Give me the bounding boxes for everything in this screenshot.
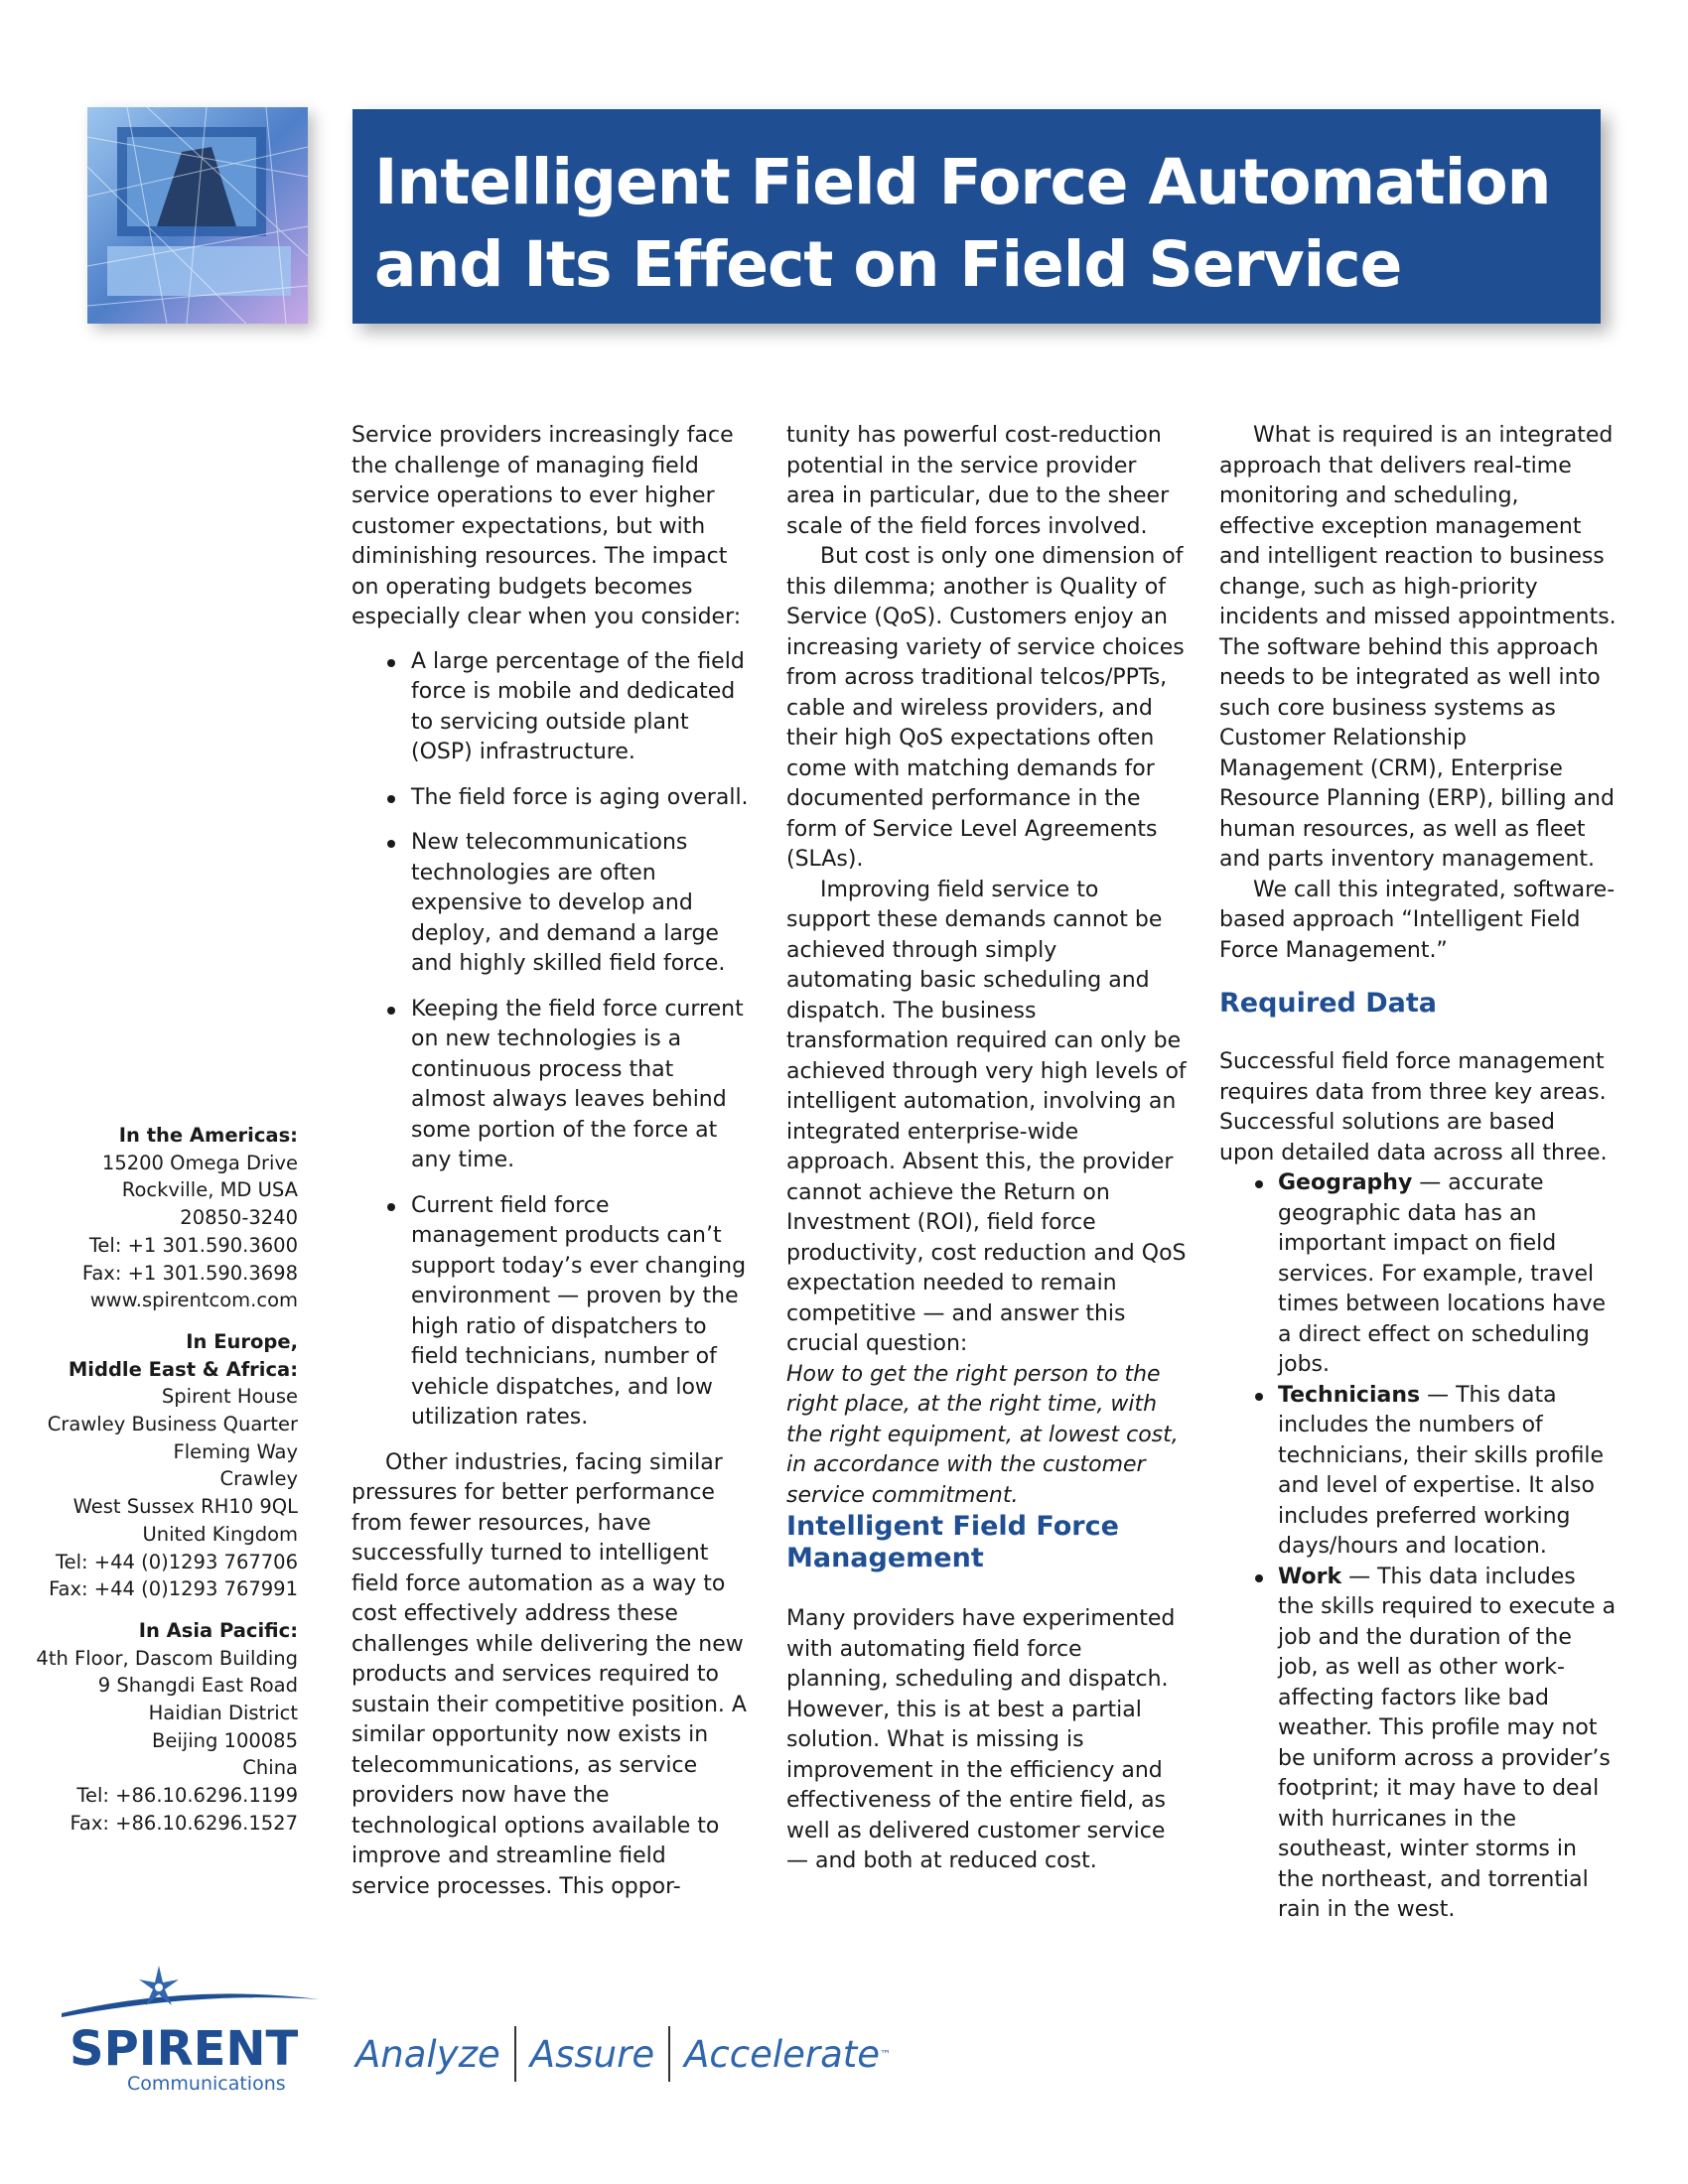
list-item (1219, 1381, 1617, 1563)
body-paragraph: tunity has powerful cost-reduction potential in the service provider area in particular, due to the sheer scale of the field forces involved. (786, 423, 1170, 539)
body-paragraph: What is required is an integrated approach that delivers real-time monitoring and scheduling, effective exception management and intelligent reaction to business change, such as high-priority incidents and missed appointments. The software behind this approach needs to be integrated as well into such core business systems as Customer Relationship Management (CRM), Enterprise Resource Planning (ERP), billing and human resources, as well as fleet and parts inventory management. (1219, 423, 1617, 872)
address-line: Crawley (219, 1467, 298, 1491)
section-heading: Required Data (1219, 988, 1438, 1019)
trademark-mark: ™ (880, 2047, 892, 2061)
address-line: Spirent House (161, 1385, 298, 1409)
address-line: United Kingdom (142, 1522, 298, 1546)
tagline-assure: Assure (529, 2032, 655, 2076)
address-line: 9 Shangdi East Road (97, 1674, 298, 1698)
item-text: — This data includes the numbers of technicians, their skills profile and level of expertise. It also includes preferred working days/hours and location. (1278, 1382, 1605, 1559)
item-term: Technicians (1278, 1382, 1421, 1408)
body-paragraph: Other industries, facing similar pressures for better performance from fewer resources, have successfully turned to intelligent field force automation as a way to cost effectively address these challenges while delivering the new products and services required to sustain their competitive position. A similar opportunity now exists in telecommunications, as service providers now have the technological options available to improve and streamline field service processes. This oppor- (352, 1449, 747, 1899)
body-paragraph: Many providers have experimented with automating field force planning, scheduling and dispatch. However, this is at best a partial solution. What is missing is improvement in the efficiency and effectiveness of the entire field, as well as delivered customer service — and both at reduced cost. (786, 1606, 1176, 1873)
spirent-logo (60, 1966, 328, 2095)
address-line: Haidian District (148, 1702, 298, 1725)
office-heading: In the Americas: (118, 1124, 298, 1147)
logo-swoosh (62, 1993, 320, 2017)
item-term: Work (1278, 1564, 1342, 1589)
address-line: Tel: +1 301.590.3600 (88, 1233, 298, 1257)
address-line: Fax: +86.10.6296.1527 (70, 1811, 298, 1835)
address-line: Fax: +1 301.590.3698 (81, 1261, 298, 1285)
tagline (355, 2023, 891, 2085)
item-term: Geography (1278, 1170, 1413, 1195)
body-paragraph: Successful field force management requires data from three key areas. Successful solutions are based upon detailed data across all three. (1219, 1049, 1608, 1165)
item-text: — This data includes the skills required to execute a job and the duration of the job, as well as other work-affecting factors like bad weather. This profile may not be uniform across a provider’s footprint; it may have to deal with hurricanes in the southeast, winter storms in the northeast, and torrential rain in the west. (1278, 1564, 1617, 1922)
challenges-list (352, 647, 749, 1433)
column-2 (786, 421, 1188, 1877)
address-line: Fax: +44 (0)1293 767991 (49, 1577, 298, 1601)
address-line: Beijing 100085 (151, 1728, 298, 1752)
address-line: Fleming Way (173, 1439, 298, 1463)
office-heading: In Europe, (186, 1329, 298, 1353)
tagline-divider (668, 2026, 670, 2082)
body-paragraph: We call this integrated, software-based approach “Intelligent Field Force Management.” (1219, 877, 1616, 963)
office-addresses (30, 1122, 298, 1838)
column-3 (1219, 421, 1617, 1926)
address-line: China (242, 1756, 298, 1780)
address-line: 4th Floor, Dascom Building (36, 1646, 298, 1670)
page-title: Intelligent Field Force Automation and Its Effect on Field Service (374, 146, 1551, 301)
address-line: 20850-3240 (180, 1206, 298, 1230)
tagline-divider (514, 2026, 516, 2082)
item-text: — accurate geographic data has an important impact on field services. For example, travel times between locations have a direct effect on scheduling jobs. (1278, 1170, 1607, 1377)
body-paragraph: Improving field service to support these demands cannot be achieved through simply automating basic scheduling and dispatch. The business transformation required can only be achieved through very high levels of intelligent automation, involving an integrated enterprise-wide approach. Absent this, the provider cannot achieve the Return on Investment (ROI), field force productivity, cost reduction and QoS expectation needed to remain competitive — and answer this crucial question: (786, 877, 1187, 1356)
list-item: New telecommunications technologies are often expensive to develop and deploy, and demand a large and highly skilled field force. (352, 828, 749, 980)
list-item (1219, 1168, 1617, 1381)
list-item: The field force is aging overall. (352, 783, 749, 814)
title-banner (352, 109, 1601, 324)
section-heading: Intelligent Field Force Management (786, 1511, 1119, 1573)
address-line: Rockville, MD USA (121, 1178, 298, 1202)
office-heading: Middle East & Africa: (68, 1357, 298, 1381)
list-item: Keeping the field force current on new technologies is a continuous process that almost always leaves behind some portion of the force at any time. (352, 995, 749, 1176)
tagline-analyze: Analyze (355, 2032, 500, 2076)
address-line: Tel: +44 (0)1293 767706 (55, 1550, 298, 1573)
data-areas-list (1219, 1168, 1617, 1926)
key-question-quote: How to get the right person to the right place, at the right time, with the right equipment, at lowest cost, in accordance with the customer service commitment. (786, 1361, 1179, 1508)
list-item: Current field force management products can’t support today’s ever changing environment — proven by the high ratio of dispatchers to field technicians, number of vehicle dispatches, and low utilization rates. (352, 1191, 749, 1433)
tagline-accelerate: Accelerate (684, 2032, 881, 2076)
list-item (1219, 1563, 1617, 1926)
address-line: Crawley Business Quarter (47, 1413, 298, 1436)
logo-subtext: Communications (127, 2073, 286, 2095)
intro-paragraph: Service providers increasingly face the challenge of managing field service operations to ever higher customer expectations, but with diminishing resources. The impact on operating budgets becomes especially clear when you consider: (352, 423, 742, 629)
address-line: Tel: +86.10.6296.1199 (76, 1784, 298, 1808)
column-1 (352, 421, 749, 1902)
logo-wordmark: SPIRENT (70, 2021, 299, 2077)
website-link[interactable]: www.spirentcom.com (89, 1289, 298, 1312)
address-line: West Sussex RH10 9QL (72, 1495, 298, 1519)
header-illustration (87, 107, 308, 324)
office-heading: In Asia Pacific: (138, 1618, 298, 1642)
address-line: 15200 Omega Drive (101, 1151, 298, 1174)
body-paragraph: But cost is only one dimension of this dilemma; another is Quality of Service (QoS). Customers enjoy an increasing variety of service choices from across traditional telcos/PPTs, cable and wireless providers, and their high QoS expectations often come with matching demands for documented performance in the form of Service Level Agreements (SLAs). (786, 544, 1185, 872)
list-item: A large percentage of the field force is mobile and dedicated to servicing outside plant (OSP) infrastructure. (352, 647, 749, 768)
